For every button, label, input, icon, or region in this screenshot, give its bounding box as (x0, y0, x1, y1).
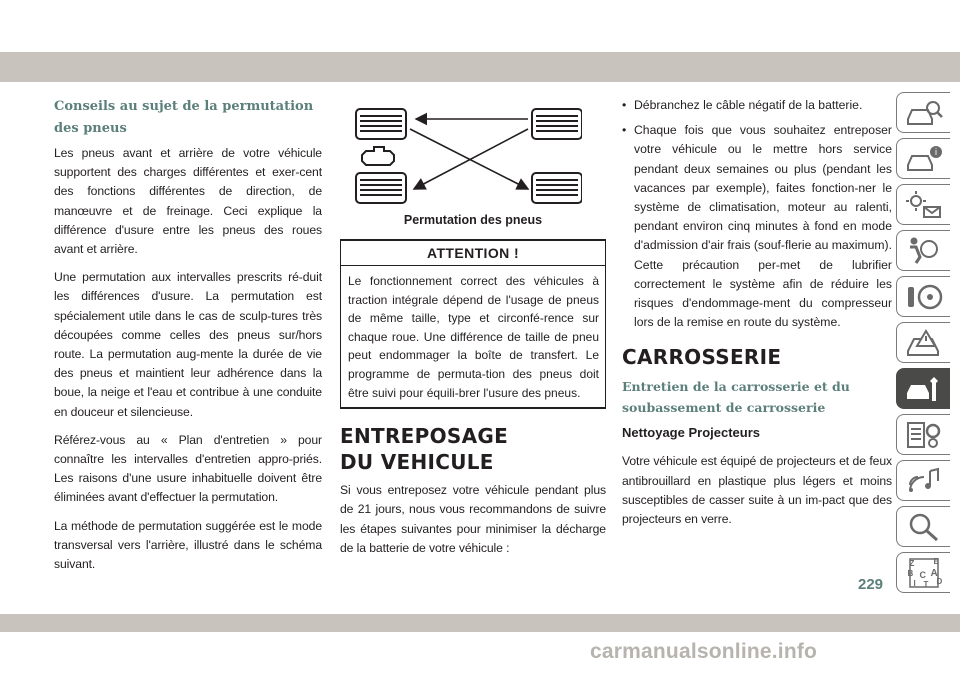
index-icon (904, 557, 944, 589)
tab-multimedia[interactable] (896, 460, 950, 501)
tab-airbag-safety[interactable] (896, 230, 950, 271)
paragraph: Référez-vous au « Plan d'entretien » pour connaître les intervalles d'entretien appro-priés. Les raisons d'une usure inhabituelle doivent être éliminées avant d'effectuer la permutation. (54, 432, 322, 505)
bullet-dot: • (622, 98, 627, 112)
bullet-item (622, 121, 892, 332)
middle-column (340, 107, 606, 567)
car-info-icon (904, 143, 944, 175)
car-search-icon (904, 97, 944, 129)
steering-starting-icon (904, 281, 944, 313)
headlight-cleaning-heading: Nettoyage Projecteurs (622, 425, 760, 441)
paragraph: Les pneus avant et arrière de votre véhicule supportent des charges différentes et exer-cent des fonctions différentes de direction, de manœuvre et de freinage. Ceci explique la différence d'usure entre les pneus des roues avant et arrière. (54, 146, 322, 257)
tire-rear-right-icon (532, 173, 582, 203)
diagram-caption: Permutation des pneus (403, 213, 543, 227)
tire-rotation-svg (352, 107, 582, 211)
tire-front-right-icon (532, 109, 582, 139)
warning-lights-icon (904, 189, 944, 221)
right-column (622, 96, 892, 538)
tab-search[interactable] (896, 506, 950, 547)
headlight-paragraph: Votre véhicule est équipé de projecteurs et de feux antibrouillard en plastique plus légers et moins susceptibles de casser suite à un im-pact que des projecteurs en verre. (622, 454, 892, 527)
index-letter: E (933, 556, 939, 566)
top-band (0, 52, 960, 82)
multimedia-icon (904, 465, 944, 497)
airbag-safety-icon (904, 235, 944, 267)
tire-rotation-diagram (352, 107, 582, 211)
bodywork-section-title: CARROSSERIE (622, 345, 782, 370)
tab-warning-lights[interactable] (896, 184, 950, 225)
bullet-text: Débranchez le câble négatif de la batterie. (634, 98, 863, 112)
bottom-band (0, 614, 960, 632)
search-icon (904, 511, 944, 543)
roadside-warning-icon (904, 327, 944, 359)
bodywork-subheading: Entretien de la carrosserie et du soubassement de carrosserie (622, 379, 850, 416)
attention-box (340, 239, 606, 409)
attention-text: Le fonctionnement correct des véhicules à traction intégrale dépend de l'usage de pneus de même taille, type et circonfé-rence sur chaque roue. Une différence de taille de pneu peut endommager la boîte de transfert. Le programme de permuta-tion des pneus doit être suivi pour équili-brer l'usure des pneus. (348, 274, 599, 400)
index-letter: I (913, 578, 916, 588)
index-letter: B (907, 568, 914, 578)
attention-title: ATTENTION ! (341, 241, 605, 266)
index-letter: D (936, 576, 943, 586)
index-letter: C (919, 569, 926, 580)
tab-steering-starting[interactable] (896, 276, 950, 317)
rotation-tips-heading: Conseils au sujet de la permutation des pneus (54, 99, 314, 136)
index-letter: Z (909, 558, 915, 568)
tab-car-search[interactable] (896, 92, 950, 133)
engine-icon (362, 147, 394, 165)
left-column (54, 96, 322, 583)
chapter-sidebar (896, 92, 952, 598)
paragraph: La méthode de permutation suggérée est le mode transversal vers l'arrière, illustré dans le schéma suivant. (54, 518, 322, 572)
tab-car-info[interactable] (896, 138, 950, 179)
svg-text:i: i (934, 147, 937, 158)
bullet-dot: • (622, 123, 627, 138)
paragraph: Une permutation aux intervalles prescrits ré-duit les différences d'usure. La permutation est spécialement utile dans le cas de sculp-tures très découpées comme celles des pneus sur/hors route. La permutation aug-mente la durée de vie des pneus et maintient leur adhérence dans la boue, la neige et l'eau et contribue à une conduite en douceur et silencieuse. (54, 270, 322, 419)
bullet-item (622, 96, 892, 115)
tab-car-service[interactable] (896, 368, 950, 409)
car-service-icon (904, 373, 944, 405)
bullet-text: Chaque fois que vous souhaitez entreposer votre véhicule ou le mettre hors service pendant deux semaines ou plus (pendant les vacances par exemple), faites fonction-ner le système de climatisation, moteur au ralenti, pendant environ cinq minutes à fond en mode d'admission d'air frais (souf-flerie au maximum). Cette précaution per-met de lubrifier correctement le système afin de réduire les risques d'endommage-ment du compresseur lors de la remise en route du système. (634, 123, 892, 330)
index-letter: A (930, 567, 938, 579)
tab-specifications[interactable] (896, 414, 950, 455)
tab-index[interactable] (896, 552, 950, 593)
index-letter: T (923, 579, 929, 589)
tire-front-left-icon (356, 109, 406, 139)
specifications-icon (904, 419, 944, 451)
storage-section-title: ENTREPOSAGE DU VEHICULE (340, 424, 509, 475)
watermark: carmanualsonline.info (590, 640, 818, 663)
storage-paragraph: Si vous entreposez votre véhicule pendant plus de 21 jours, nous vous recommandons de suivre les étapes suivantes pour minimiser la décharge de la batterie de votre véhicule : (340, 483, 606, 555)
tire-rear-left-icon (356, 173, 406, 203)
tab-roadside-warning[interactable] (896, 322, 950, 363)
page-number: 229 (858, 576, 884, 593)
